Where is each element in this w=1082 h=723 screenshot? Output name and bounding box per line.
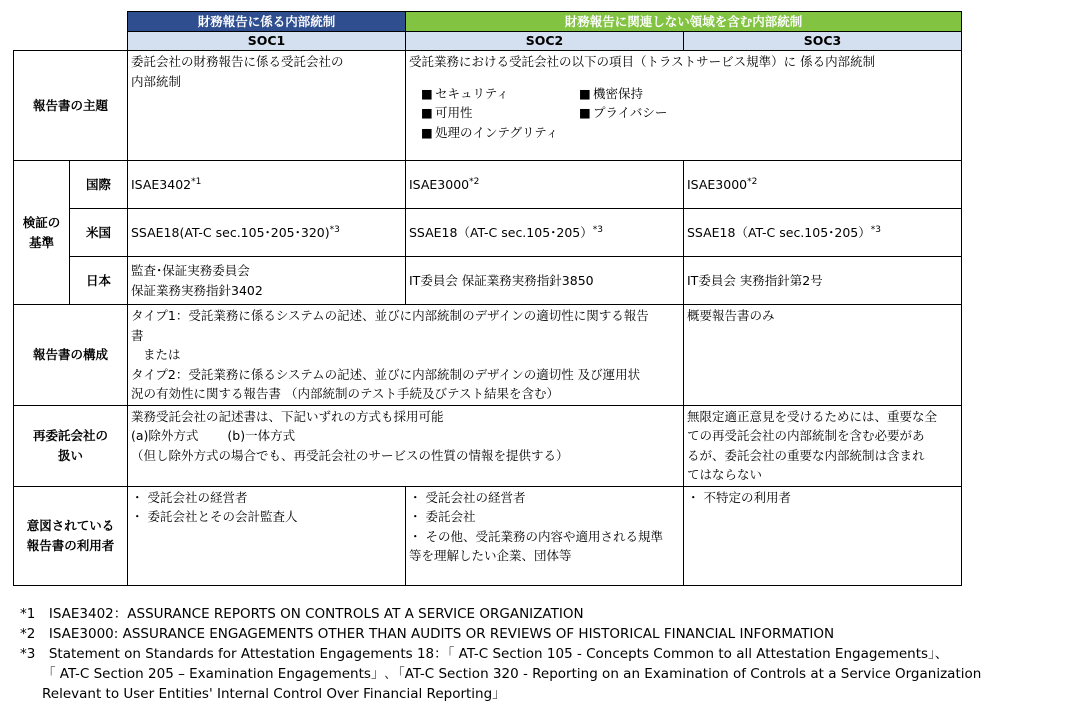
- criteria-label-us: 米国: [70, 209, 128, 257]
- criteria-jp-soc2: IT委員会 保証業務実務指針3850: [406, 257, 684, 305]
- criteria-intl-soc3: ISAE3000$^{*2}$: [684, 161, 962, 209]
- trust-item: ■ 処理のインテグリティ: [421, 123, 558, 143]
- square-bullet-icon: ■: [579, 105, 591, 120]
- row-label-users: 意図されている 報告書の利用者: [14, 486, 128, 585]
- users-soc3: [684, 486, 962, 585]
- trust-item: ■ セキュリティ: [421, 84, 579, 104]
- list-item: 等を理解したい企業、団体等: [409, 548, 572, 563]
- row-label-subservice: 再委託会社の 扱い: [14, 405, 128, 486]
- criteria-us-soc2: SSAE18（AT-C sec.105･205）$^{*3}$: [406, 209, 684, 257]
- criteria-jp-soc3: IT委員会 実務指針第2号: [684, 257, 962, 305]
- row-label-structure: 報告書の構成: [14, 305, 128, 406]
- users-soc1: [128, 486, 406, 585]
- list-item: ・ 不特定の利用者: [687, 489, 791, 505]
- list-item: ・ 受託会社の経営者: [131, 489, 248, 505]
- corner-blank-2: [14, 32, 128, 51]
- soc-comparison-table: [13, 11, 962, 586]
- footnote-3-cont-1: 「 AT-C Section 205 – Examination Engagements」､「AT-C Section 320 - Reporting on an Examination of Controls at a Service Organization: [42, 666, 982, 682]
- square-bullet-icon: ■: [421, 85, 433, 101]
- criteria-intl-soc2: ISAE3000$^{*2}$: [406, 161, 684, 209]
- row-label-criteria: 検証の 基準: [14, 161, 70, 305]
- footnote-3: *3 Statement on Standards for Attestation Engagements 18：「 AT-C Section 105 - Concepts Common to all Attestation Engagements」、: [20, 646, 949, 662]
- subject-soc1-line1: 委託会社の財務報告に係る受託会社の: [131, 54, 344, 69]
- footnote-1: *1 ISAE3402：ASSURANCE REPORTS ON CONTROLS AT A SERVICE ORGANIZATION: [20, 606, 584, 622]
- header-soc2: SOC2: [406, 32, 684, 51]
- trust-item: ■ 機密保持: [579, 84, 643, 104]
- list-item: ・ その他、受託業務の内容や適用される規準: [409, 528, 663, 544]
- criteria-us-soc3: SSAE18（AT-C sec.105･205）$^{*3}$: [684, 209, 962, 257]
- subject-soc1-line2: 内部統制: [131, 73, 182, 89]
- corner-blank: [14, 12, 128, 32]
- header-soc1: SOC1: [128, 32, 406, 51]
- users-soc2: [406, 486, 684, 585]
- footnote-3-cont-2: Relevant to User Entities' Internal Control Over Financial Reporting」: [42, 686, 506, 702]
- subject-soc1: [128, 51, 406, 161]
- footnote-2: *2 ISAE3000: ASSURANCE ENGAGEMENTS OTHER THAN AUDITS OR REVIEWS OF HISTORICAL FINANCIAL INFORMATION: [20, 626, 835, 642]
- square-bullet-icon: ■: [421, 105, 433, 120]
- list-item: ・ 委託会社とその会計監査人: [131, 509, 298, 524]
- footnotes: [20, 604, 981, 704]
- subject-soc23: [406, 51, 962, 161]
- list-item: ・ 受託会社の経営者: [409, 489, 526, 505]
- square-bullet-icon: ■: [421, 124, 433, 140]
- subservice-soc3: 無限定適正意見を受けるためには、重要な全 ての再受託会社の内部統制を含む必要があ るが、委託会社の重要な内部統制は含まれ てはならない: [684, 405, 962, 486]
- criteria-us-soc1: SSAE18(AT-C sec.105･205･320)$^{*3}$: [128, 209, 406, 257]
- square-bullet-icon: ■: [579, 85, 591, 101]
- subservice-soc12: 業務受託会社の記述書は、下記いずれの方式も採用可能 (a)除外方式 (b)一体方式 （但し除外方式の場合でも、再受託会社のサービスの性質の情報を提供する）: [128, 405, 684, 486]
- header-group-soc1: 財務報告に係る内部統制: [128, 12, 406, 32]
- structure-soc3: 概要報告書のみ: [684, 305, 962, 406]
- list-item: ・ 委託会社: [409, 509, 476, 524]
- header-group-soc23: 財務報告に関連しない領域を含む内部統制: [406, 12, 962, 32]
- trust-item: ■ プライバシー: [579, 103, 667, 123]
- criteria-jp-soc1: 監査･保証実務委員会 保証業務実務指針3402: [128, 257, 406, 305]
- subject-soc23-intro: 受託業務における受託会社の以下の項目（トラストサービス規準）に 係る内部統制: [409, 54, 876, 69]
- row-label-subject: 報告書の主題: [14, 51, 128, 161]
- header-soc3: SOC3: [684, 32, 962, 51]
- criteria-intl-soc1: ISAE3402$^{*1}$: [128, 161, 406, 209]
- trust-item: ■ 可用性: [421, 103, 579, 123]
- criteria-label-intl: 国際: [70, 161, 128, 209]
- structure-soc12: タイプ1：受託業務に係るシステムの記述、並びに内部統制のデザインの適切性に関する報告 書 または タイプ2：受託業務に係るシステムの記述、並びに内部統制のデザインの適切性 及び運用状 況の有効性に関する報告書 （内部統制のテスト手続及びテスト結果を含む）: [128, 305, 684, 406]
- criteria-label-jp: 日本: [70, 257, 128, 305]
